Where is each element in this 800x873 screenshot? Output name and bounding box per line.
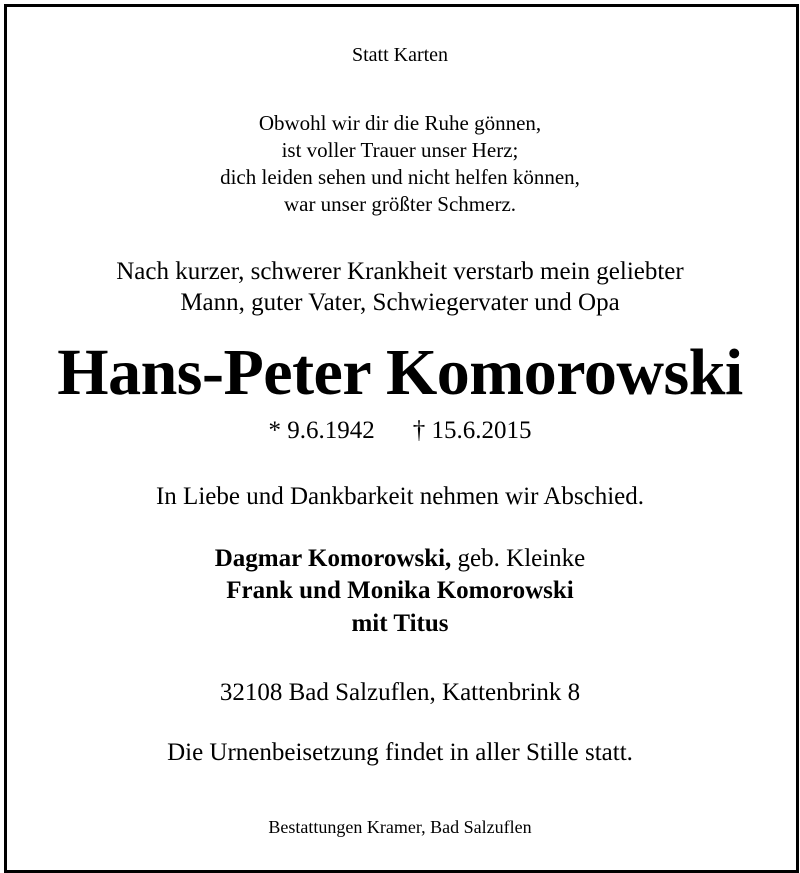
- poem-line-4: war unser größter Schmerz.: [283, 192, 517, 216]
- mourner-line-2: Frank und Monika Komorowski: [226, 577, 574, 604]
- farewell-text: In Liebe und Dankbarkeit nehmen wir Abschied.: [155, 483, 645, 510]
- poem-line-1: Obwohl wir dir die Ruhe gönnen,: [258, 111, 542, 135]
- funeral-home-text: Bestattungen Kramer, Bad Salzuflen: [268, 817, 532, 837]
- mourner-line-1: [0, 546, 800, 571]
- mourner-primary-name: Dagmar Komorowski,: [214, 545, 452, 572]
- poem-line-2: ist voller Trauer unser Herz;: [281, 138, 519, 162]
- mourner-maiden-name: geb. Kleinke: [451, 545, 586, 572]
- birth-date: * 9.6.1942: [268, 417, 375, 444]
- address-text: 32108 Bad Salzuflen, Kattenbrink 8: [219, 679, 581, 706]
- burial-note: Die Urnenbeisetzung findet in aller Stille statt.: [167, 739, 633, 766]
- mourner-line-3: mit Titus: [351, 610, 449, 637]
- poem-line-3: dich leiden sehen und nicht helfen können,: [220, 165, 580, 189]
- deceased-name: Hans-Peter Komorowski: [57, 336, 743, 409]
- header-text: Statt Karten: [351, 44, 449, 66]
- life-dates: [0, 418, 800, 443]
- intro-line-1: Nach kurzer, schwerer Krankheit verstarb mein geliebter: [116, 258, 684, 285]
- intro-line-2: Mann, guter Vater, Schwiegervater und Opa: [180, 289, 620, 316]
- death-date: † 15.6.2015: [412, 417, 532, 444]
